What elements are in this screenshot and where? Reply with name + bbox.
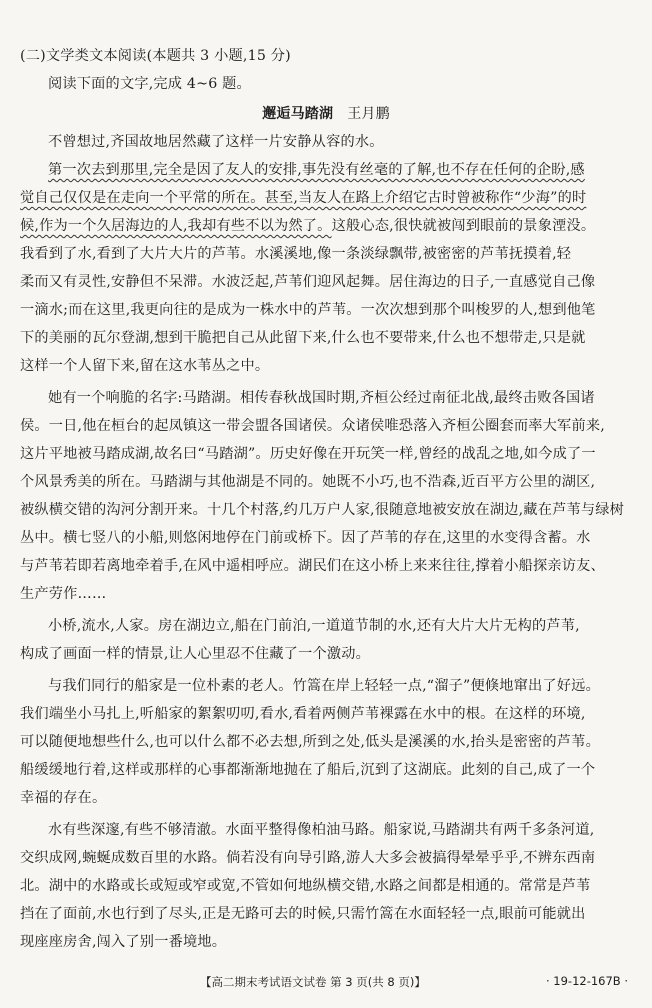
text-line: 构成了画面一样的情景,让人心里忍不住藏了一个激动。: [20, 646, 371, 662]
article-author: 王月鹏: [347, 106, 390, 122]
text-line: 被纵横交错的沟河分割开来。十几个村落,约几万户人家,很随意地被安放在湖边,藏在芦苇与绿树: [20, 502, 625, 518]
text-line: 个风景秀美的所在。马踏湖与其他湖是不同的。她既不小巧,也不浩森,近百平方公里的湖区,: [20, 474, 596, 490]
text-line: 与芦苇若即若离地牵着手,在风中遥相呼应。湖民们在这小桥上来来往往,撑着小船探亲访友、: [20, 558, 605, 574]
section-heading: (二)文学类文本阅读(本题共 3 小题,15 分): [20, 48, 291, 64]
text-line: 交织成网,蜿蜒成数百里的水路。倘若没有向导引路,游人大多会被搞得晕晕乎乎,不辨东西南: [20, 850, 596, 866]
text-line-mixed: [20, 212, 632, 240]
text-line: 一滴水;而在这里,我更向往的是成为一株水中的芦苇。一次次想到那个叫梭罗的人,想到他笔: [20, 302, 596, 318]
article-title-row: [20, 100, 632, 128]
text-line: 挡在了面前,水也行到了尽头,正是无路可去的时候,只需竹篙在水面轻轻一点,眼前可能就出: [20, 906, 586, 922]
text-line: 丛中。横七竖八的小船,则悠闲地停在门前或桥下。因了芦苇的存在,这里的水变得含蓄。水: [20, 530, 591, 546]
text-line: 侯。一日,他在桓台的起凤镇这一带会盟各国诸侯。众诸侯唯恐落入齐桓公圈套而率大军前来,: [20, 418, 605, 434]
text-line: 现座座房舍,闯入了别一番境地。: [20, 934, 227, 950]
text-line: 这片平地被马踏成湖,故名曰“马踏湖”。历史好像在开玩笑一样,曾经的战乱之地,如今成了一: [20, 446, 596, 462]
text-line: 小桥,流水,人家。房在湖边立,船在门前泊,一道道节制的水,还有大片大片无构的芦苇,: [48, 618, 580, 634]
underlined-span: 候,作为一个久居海边的人,我却有些不以为然了。: [20, 218, 332, 234]
text-line: 水有些深邃,有些不够清澈。水面平整得像柏油马路。船家说,马踏湖共有两千多条河道,: [48, 822, 595, 838]
text-line: 船缓缓地行着,这样或那样的心事都渐渐地抛在了船后,沉到了这湖底。此刻的自己,成了一个: [20, 762, 596, 778]
text-line: 柔而又有灵性,安静但不呆滞。水波泛起,芦苇们迎风起舞。居住海边的日子,一直感觉自己像: [20, 274, 596, 290]
footer-page-info: 【高二期末考试语文试卷 第 3 页(共 8 页)】: [200, 975, 426, 989]
text-line: 可以随便地想些什么,也可以什么都不必去想,所到之处,低头是溪溪的水,抬头是密密的芦苇。: [20, 734, 600, 750]
text-span: 这般心态,很快就被闯到眼前的景象湮没。: [331, 218, 596, 234]
footer-code: · 19-12-167B ·: [545, 974, 628, 988]
text-line: 这样一个人留下来,留在这水苇丛之中。: [20, 358, 270, 374]
text-line: 不曾想过,齐国故地居然藏了这样一片安静从容的水。: [48, 134, 384, 150]
text-line: 她有一个响脆的名字:马踏湖。相传春秋战国时期,齐桓公经过南征北战,最终击败各国诸: [48, 390, 595, 406]
text-line: 生产劳作……: [20, 586, 107, 602]
instruction-text: 阅读下面的文字,完成 4~6 题。: [48, 76, 251, 92]
text-line: 北。湖中的水路或长或短或窄或宽,不管如何地纵横交错,水路之间都是相通的。常常是芦苇: [20, 878, 591, 894]
page-footer: [0, 972, 652, 994]
text-line: 我看到了水,看到了大片大片的芦苇。水溪溪地,像一条淡绿飘带,被密密的芦苇抚摸着,轻: [20, 246, 572, 262]
text-line-underlined: 第一次去到那里,完全是因了友人的安排,事先没有丝毫的了解,也不存在任何的企盼,感: [48, 162, 585, 178]
article-title: 邂逅马踏湖: [262, 106, 334, 122]
text-line: 下的美丽的瓦尔登湖,想到干脆把自己从此留下来,什么也不要带来,什么也不想带走,只是就: [20, 330, 586, 346]
text-line: 幸福的存在。: [20, 790, 107, 806]
text-line: 与我们同行的船家是一位朴素的老人。竹篙在岸上轻轻一点,“溜子”便倏地窜出了好远。: [48, 678, 600, 694]
text-line: 我们端坐小马扎上,听船家的絮絮叨叨,看水,看着两侧芦苇裸露在水中的根。在这样的环境,: [20, 706, 586, 722]
text-line-underlined: 觉自己仅仅是在走向一个平常的所在。甚至,当友人在路上介绍它古时曾被称作“少海”的时: [20, 190, 587, 206]
